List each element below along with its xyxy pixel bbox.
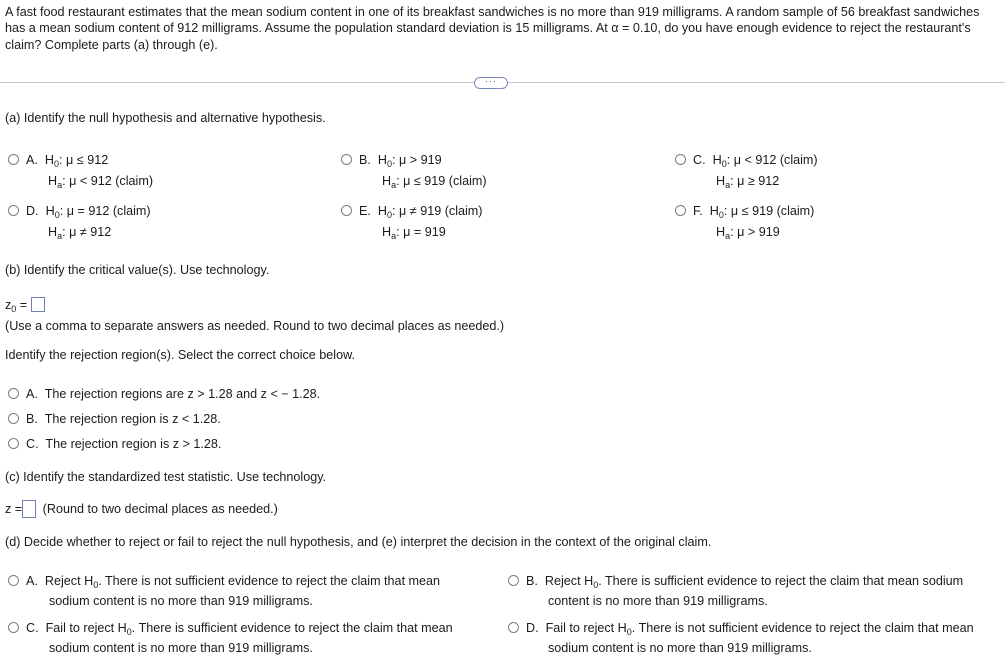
- hypothesis-option-f[interactable]: F. $H_0$: μ ≤ 919 (claim) $H_a$: μ > 919: [675, 201, 814, 243]
- test-statistic-row: z = (Round to two decimal places as needed.): [5, 502, 278, 516]
- option-c-ha: : μ ≥ 912: [730, 174, 780, 188]
- expand-more-button[interactable]: ···: [474, 77, 508, 89]
- decision-option-d[interactable]: D. Fail to reject $H_0$. There is not sufficient evidence to reject the claim that mean sodium content is no more than 919 milligrams.: [508, 618, 974, 658]
- radio-region-b[interactable]: [8, 413, 19, 424]
- option-d-ha: : μ ≠ 912: [62, 225, 112, 239]
- radio-decision-b[interactable]: [508, 575, 519, 586]
- part-a-prompt: (a) Identify the null hypothesis and alternative hypothesis.: [5, 111, 326, 125]
- radio-decision-d[interactable]: [508, 622, 519, 633]
- decision-option-c[interactable]: C. Fail to reject $H_0$. There is sufficient evidence to reject the claim that mean sodium content is no more than 919 milligrams.: [8, 618, 453, 658]
- region-option-a[interactable]: A. The rejection regions are z > 1.28 and z < − 1.28.: [8, 384, 320, 404]
- hypothesis-option-a[interactable]: A. $H_0$: μ ≤ 912 $H_a$: μ < 912 (claim): [8, 150, 153, 192]
- radio-option-a[interactable]: [8, 154, 19, 165]
- hypothesis-option-c[interactable]: C. $H_0$: μ < 912 (claim) $H_a$: μ ≥ 912: [675, 150, 818, 192]
- radio-decision-c[interactable]: [8, 622, 19, 633]
- hypothesis-option-e[interactable]: E. $H_0$: μ ≠ 919 (claim) $H_a$: μ = 919: [341, 201, 482, 243]
- option-d-h0: : μ = 912 (claim): [59, 204, 151, 218]
- option-f-ha: : μ > 919: [730, 225, 780, 239]
- region-option-b[interactable]: B. The rejection region is z < 1.28.: [8, 409, 221, 429]
- radio-option-d[interactable]: [8, 205, 19, 216]
- hypothesis-option-b[interactable]: B. $H_0$: μ > 919 $H_a$: μ ≤ 919 (claim): [341, 150, 487, 192]
- test-statistic-hint: (Round to two decimal places as needed.): [42, 502, 278, 516]
- option-e-ha: : μ = 919: [396, 225, 446, 239]
- region-option-c[interactable]: C. The rejection region is z > 1.28.: [8, 434, 221, 454]
- part-b-prompt: (b) Identify the critical value(s). Use technology.: [5, 263, 270, 277]
- decision-option-a[interactable]: A. Reject $H_0$. There is not sufficient evidence to reject the claim that mean sodium content is no more than 919 milligrams.: [8, 571, 440, 611]
- option-e-h0: : μ ≠ 919 (claim): [392, 204, 483, 218]
- critical-value-row: $z_0$ =: [5, 297, 45, 312]
- option-b-h0: : μ > 919: [392, 153, 442, 167]
- hypothesis-option-d[interactable]: D. $H_0$: μ = 912 (claim) $H_a$: μ ≠ 912: [8, 201, 151, 243]
- radio-option-c[interactable]: [675, 154, 686, 165]
- option-a-ha: : μ < 912 (claim): [62, 174, 154, 188]
- radio-option-f[interactable]: [675, 205, 686, 216]
- option-a-h0: : μ ≤ 912: [59, 153, 109, 167]
- test-statistic-input[interactable]: [22, 500, 36, 518]
- part-c-prompt: (c) Identify the standardized test statistic. Use technology.: [5, 470, 327, 484]
- critical-value-hint: (Use a comma to separate answers as needed. Round to two decimal places as needed.): [5, 319, 505, 333]
- problem-statement: A fast food restaurant estimates that the mean sodium content in one of its breakfast sandwiches is no more than 919 milligrams. A random sample of 56 breakfast sandwiches has a mean sodium content of 912 milligrams. Assume the population standard deviation is 15 milligrams. At α = 0.10, do you have enough evidence to reject the restaurant's claim? Complete parts (a) through (e).: [5, 5, 980, 52]
- option-b-ha: : μ ≤ 919 (claim): [396, 174, 487, 188]
- radio-option-e[interactable]: [341, 205, 352, 216]
- radio-region-a[interactable]: [8, 388, 19, 399]
- option-f-h0: : μ ≤ 919 (claim): [723, 204, 815, 218]
- part-d-prompt: (d) Decide whether to reject or fail to reject the null hypothesis, and (e) interpret the decision in the context of the original claim.: [5, 535, 712, 549]
- radio-region-c[interactable]: [8, 438, 19, 449]
- radio-decision-a[interactable]: [8, 575, 19, 586]
- critical-value-input[interactable]: [31, 297, 45, 312]
- rejection-region-prompt: Identify the rejection region(s). Select the correct choice below.: [5, 348, 356, 362]
- decision-option-b[interactable]: B. Reject $H_0$. There is sufficient evidence to reject the claim that mean sodium content is no more than 919 milligrams.: [508, 571, 963, 611]
- option-c-h0: : μ < 912 (claim): [726, 153, 818, 167]
- radio-option-b[interactable]: [341, 154, 352, 165]
